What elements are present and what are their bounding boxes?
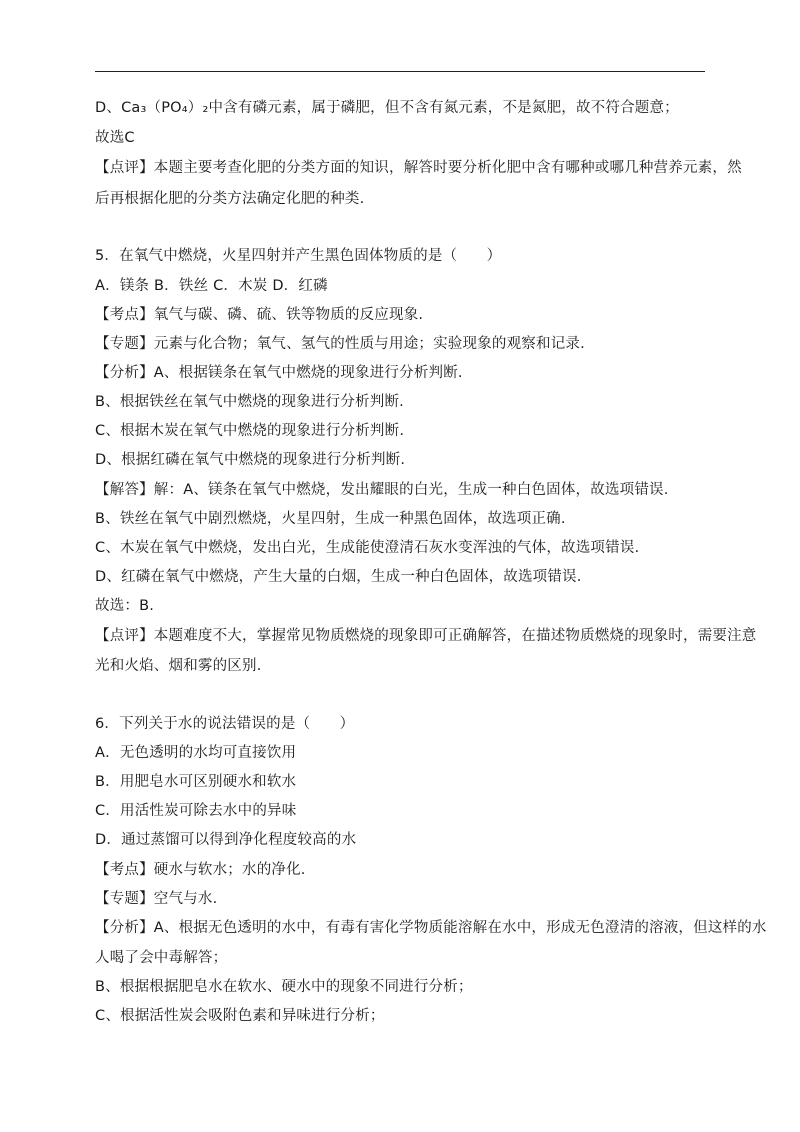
text-line: 【分析】A、根据镁条在氧气中燃烧的现象进行分析判断. <box>95 365 463 381</box>
question-6-option-a: A．无色透明的水均可直接饮用 <box>95 745 297 761</box>
text-line: 【分析】A、根据无色透明的水中，有毒有害化学物质能溶解在水中，形成无色澄清的溶液，但这样的水 <box>95 920 767 936</box>
text-line: C、根据活性炭会吸附色素和异味进行分析； <box>95 1008 385 1024</box>
text-line: B、根据根据肥皂水在软水、硬水中的现象不同进行分析； <box>95 979 473 995</box>
text-line: 人喝了会中毒解答； <box>95 950 228 966</box>
text-line: 故选C <box>95 130 135 146</box>
text-line: 光和火焰、烟和雾的区别. <box>95 658 262 674</box>
text-line: 【专题】元素与化合物；氧气、氢气的性质与用途；实验现象的观察和记录. <box>95 336 585 352</box>
text-line: 【点评】本题难度不大，掌握常见物质燃烧的现象即可正确解答，在描述物质燃烧的现象时，需要注意 <box>95 628 757 644</box>
header-rule <box>95 71 705 72</box>
question-5-stem: 5．在氧气中燃烧，火星四射并产生黑色固体物质的是（ ） <box>95 248 502 264</box>
question-6-stem: 6．下列关于水的说法错误的是（ ） <box>95 716 355 732</box>
text-line: B、根据铁丝在氧气中燃烧的现象进行分析判断. <box>95 394 404 410</box>
text-line: 故选：B. <box>95 598 155 614</box>
text-line: 【解答】解：A、镁条在氧气中燃烧，发出耀眼的白光，生成一种白色固体，故选项错误. <box>95 482 669 498</box>
question-5-options: A．镁条 B．铁丝 C．木炭 D．红磷 <box>95 278 328 294</box>
text-line: 【专题】空气与水. <box>95 891 218 907</box>
text-line: 后再根据化肥的分类方法确定化肥的种类. <box>95 191 365 207</box>
text-line: D、Ca₃（PO₄）₂中含有磷元素，属于磷肥，但不含有氮元素，不是氮肥，故不符合题意； <box>95 100 679 116</box>
text-line: C、根据木炭在氧气中燃烧的现象进行分析判断. <box>95 423 405 439</box>
question-6-option-c: C．用活性炭可除去水中的异味 <box>95 803 297 819</box>
text-line: D、根据红磷在氧气中燃烧的现象进行分析判断. <box>95 452 406 468</box>
text-line: 【点评】本题主要考查化肥的分类方面的知识，解答时要分析化肥中含有哪种或哪几种营养元素，然 <box>95 160 742 176</box>
text-line: B、铁丝在氧气中剧烈燃烧，火星四射，生成一种黑色固体，故选项正确. <box>95 511 566 527</box>
question-6-option-d: D．通过蒸馏可以得到净化程度较高的水 <box>95 832 357 848</box>
text-line: C、木炭在氧气中燃烧，发出白光，生成能使澄清石灰水变浑浊的气体，故选项错误. <box>95 540 640 556</box>
text-line: D、红磷在氧气中燃烧，产生大量的白烟，生成一种白色固体，故选项错误. <box>95 569 582 585</box>
question-6-option-b: B．用肥皂水可区别硬水和软水 <box>95 774 297 790</box>
text-line: 【考点】氧气与碳、磷、硫、铁等物质的反应现象. <box>95 307 424 323</box>
text-line: 【考点】硬水与软水；水的净化. <box>95 862 306 878</box>
